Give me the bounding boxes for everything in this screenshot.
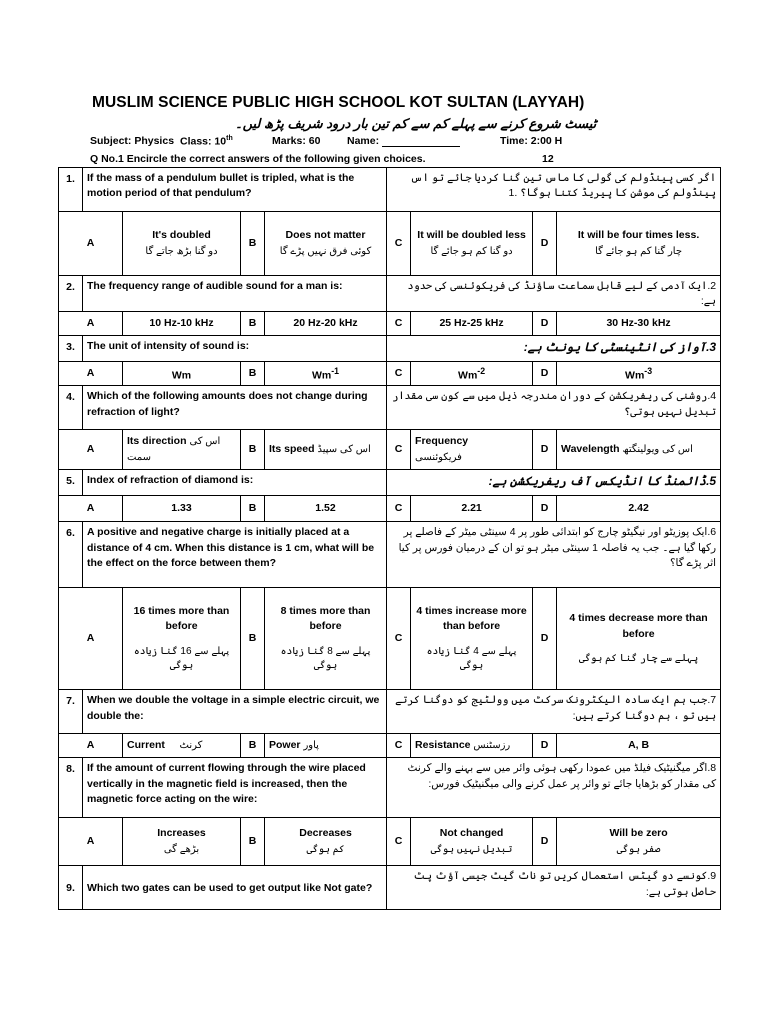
class-label bbox=[180, 135, 233, 148]
question-heading: Q No.1 Encircle the correct answers of the following given choices. bbox=[90, 153, 426, 165]
option-label[interactable]: D bbox=[533, 496, 557, 522]
option-text: 16 times more than before bbox=[133, 605, 230, 633]
question-text-urdu: 3.آواز کی انٹینسٹی کا یونٹ ہے: bbox=[387, 336, 721, 362]
question-text: A positive and negative charge is initially placed at a distance of 4 cm. When this distance is 1 cm, what will be the effect on the force between them? bbox=[83, 522, 387, 588]
option-text: 4 times increase more than before bbox=[416, 605, 527, 633]
option-text-urdu: اس کی سمت bbox=[127, 436, 221, 463]
option-label[interactable]: B bbox=[241, 212, 265, 276]
option-text-urdu: پہلے سے چار گنا کم ہوگی bbox=[578, 652, 699, 664]
option-text: Wm bbox=[458, 369, 478, 382]
option-text: It's doubled bbox=[152, 228, 211, 241]
option-label[interactable]: A bbox=[59, 588, 123, 690]
options-row bbox=[59, 588, 721, 690]
option-a[interactable]: 10 Hz-10 kHz bbox=[123, 312, 241, 336]
option-text: Wavelength bbox=[561, 443, 620, 456]
option-d[interactable] bbox=[557, 818, 721, 866]
question-row bbox=[59, 522, 721, 588]
option-text: Decreases bbox=[299, 827, 352, 840]
option-a[interactable]: 1.33 bbox=[123, 496, 241, 522]
option-b[interactable] bbox=[265, 588, 387, 690]
option-label[interactable]: C bbox=[387, 362, 411, 386]
option-text-urdu: دو گنا کم ہو جائے گا bbox=[430, 245, 513, 257]
question-text-urdu: 8.اگر میگنیٹیک فیلڈ میں عمودا رکھی ہوئی وائر میں سے بہنے والے کرنٹ کی مقدار کو بڑھایا جائے تو وائر پر عمل کرنے والی میگنیٹیک فورس: bbox=[387, 758, 721, 818]
question-row bbox=[59, 690, 721, 734]
urdu-instruction: ٹیسٹ شروع کرنے سے پہلے کم سے کم تین بار درود شریف پڑھ لیں۔ bbox=[235, 116, 597, 131]
marks-label: Marks: 60 bbox=[272, 135, 321, 147]
option-label[interactable]: B bbox=[241, 312, 265, 336]
option-label[interactable]: B bbox=[241, 818, 265, 866]
question-number: 6. bbox=[59, 522, 83, 588]
name-field[interactable] bbox=[347, 135, 460, 147]
option-text: Wm bbox=[171, 369, 192, 382]
option-text-urdu: دو گنا بڑھ جاتے گا bbox=[145, 245, 218, 257]
options-row bbox=[59, 312, 721, 336]
question-text-urdu: اگر کسی پینڈولم کی گولی کا ماس تین گنا کردیا جائے تو اس پینڈولم کی موشن کا پیریڈ کتنا ہوگا؟ .1 bbox=[387, 168, 721, 212]
question-row bbox=[59, 386, 721, 430]
option-text-urdu: بڑھے گی bbox=[163, 844, 200, 856]
question-text-urdu: 5.ڈائمنڈ کا انڈیکس آف ریفریکشن ہے: bbox=[387, 470, 721, 496]
option-label[interactable]: C bbox=[387, 734, 411, 758]
class-sup: th bbox=[226, 135, 233, 142]
options-row bbox=[59, 818, 721, 866]
option-d[interactable] bbox=[557, 588, 721, 690]
option-text-urdu: پہلے سے 8 گنا زیادہ ہوگی bbox=[280, 645, 371, 672]
option-label[interactable]: A bbox=[59, 312, 123, 336]
question-text-urdu: 7.جب ہم ایک سادہ الیکٹرونک سرکٹ میں وولٹیج کو دوگنا کرتے ہیں تو ، ہم دوگنا کرتے ہیں: bbox=[387, 690, 721, 734]
question-row bbox=[59, 168, 721, 212]
option-text-urdu: چار گنا کم ہو جائے گا bbox=[595, 245, 683, 257]
option-text: Its speed bbox=[269, 443, 315, 456]
question-text-urdu: 2.ایک آدمی کے لیے قابل سماعت ساؤنڈ کی فریکوئنسی کی حدود ہے: bbox=[387, 276, 721, 312]
question-row bbox=[59, 470, 721, 496]
question-text: Which of the following amounts does not change during refraction of light? bbox=[83, 386, 387, 430]
option-text: It will be four times less. bbox=[577, 228, 700, 241]
option-label[interactable]: D bbox=[533, 212, 557, 276]
option-a[interactable] bbox=[123, 362, 241, 386]
mcq-table bbox=[58, 167, 721, 910]
question-row bbox=[59, 866, 721, 910]
option-d[interactable] bbox=[557, 212, 721, 276]
option-text: Frequency bbox=[415, 435, 469, 448]
option-label[interactable]: B bbox=[241, 734, 265, 758]
question-row bbox=[59, 336, 721, 362]
question-number: 9. bbox=[59, 866, 83, 910]
option-d[interactable] bbox=[557, 362, 721, 386]
option-label[interactable]: C bbox=[387, 818, 411, 866]
question-row bbox=[59, 276, 721, 312]
question-text: The frequency range of audible sound for a man is: bbox=[83, 276, 387, 312]
question-number: 4. bbox=[59, 386, 83, 430]
option-label[interactable]: B bbox=[241, 362, 265, 386]
option-label[interactable]: C bbox=[387, 588, 411, 690]
option-c[interactable] bbox=[411, 734, 533, 758]
option-text: 4 times decrease more than before bbox=[569, 612, 708, 640]
option-d[interactable]: 30 Hz-30 kHz bbox=[557, 312, 721, 336]
option-a[interactable] bbox=[123, 734, 241, 758]
question-text: When we double the voltage in a simple electric circuit, we double the: bbox=[83, 690, 387, 734]
option-label[interactable]: A bbox=[59, 818, 123, 866]
option-text-urdu: کم ہوگی bbox=[306, 844, 345, 856]
question-row bbox=[59, 758, 721, 818]
option-label[interactable]: B bbox=[241, 496, 265, 522]
option-label[interactable]: A bbox=[59, 430, 123, 470]
option-a[interactable] bbox=[123, 212, 241, 276]
school-title: MUSLIM SCIENCE PUBLIC HIGH SCHOOL KOT SULTAN (LAYYAH) bbox=[92, 94, 585, 111]
option-label[interactable]: C bbox=[387, 312, 411, 336]
option-text-urdu: کرنٹ bbox=[179, 740, 203, 752]
option-b[interactable] bbox=[265, 734, 387, 758]
option-label[interactable]: B bbox=[241, 588, 265, 690]
option-label[interactable]: D bbox=[533, 734, 557, 758]
question-number: 3. bbox=[59, 336, 83, 362]
option-label[interactable]: A bbox=[59, 362, 123, 386]
option-c[interactable] bbox=[411, 212, 533, 276]
option-text: Its direction bbox=[127, 435, 187, 448]
option-label[interactable]: B bbox=[241, 430, 265, 470]
option-a[interactable] bbox=[123, 588, 241, 690]
option-text: Increases bbox=[157, 827, 206, 840]
option-label[interactable]: D bbox=[533, 430, 557, 470]
options-row bbox=[59, 362, 721, 386]
question-text: The unit of intensity of sound is: bbox=[83, 336, 387, 362]
option-text: Does not matter bbox=[285, 228, 366, 241]
option-text: 8 times more than before bbox=[280, 605, 371, 633]
option-text: Not changed bbox=[439, 827, 504, 840]
option-text: It will be doubled less bbox=[417, 228, 526, 241]
option-label[interactable]: D bbox=[533, 818, 557, 866]
option-label[interactable]: C bbox=[387, 496, 411, 522]
option-d[interactable]: A, B bbox=[557, 734, 721, 758]
option-b[interactable]: 1.52 bbox=[265, 496, 387, 522]
question-text: Index of refraction of diamond is: bbox=[83, 470, 387, 496]
name-blank[interactable] bbox=[382, 135, 460, 147]
options-row bbox=[59, 496, 721, 522]
question-text: Which two gates can be used to get output like Not gate? bbox=[83, 866, 387, 910]
option-c[interactable]: 2.21 bbox=[411, 496, 533, 522]
option-text-urdu: صفر ہوگی bbox=[616, 844, 661, 856]
option-label[interactable]: D bbox=[533, 312, 557, 336]
option-text-urdu: فریکوئنسی bbox=[415, 452, 462, 464]
option-b[interactable] bbox=[265, 430, 387, 470]
question-text-urdu: 9.کونسے دو گیٹس استعمال کریں تو ناٹ گیٹ جیسی آؤٹ پٹ حاصل ہوتی ہے: bbox=[387, 866, 721, 910]
option-text: Current bbox=[127, 739, 165, 752]
option-sup: -2 bbox=[477, 365, 486, 376]
question-number: 2. bbox=[59, 276, 83, 312]
question-text: If the mass of a pendulum bullet is tripled, what is the motion period of that pendulum? bbox=[83, 168, 387, 212]
question-text-urdu: 6.ایک پوزیٹو اور نیگیٹو چارج کو ابتدائی طور پر 4 سینٹی میٹر کے فاصلے پر رکھا گیا ہے۔ جب یہ فاصلہ 1 سینٹی میٹر ہو تو ان کے درمیان فورس پر کیا اثر پڑے گا؟ bbox=[387, 522, 721, 588]
option-sup: -1 bbox=[331, 365, 340, 376]
question-number: 8. bbox=[59, 758, 83, 818]
option-text: Wm bbox=[625, 369, 645, 382]
question-number: 5. bbox=[59, 470, 83, 496]
option-c[interactable] bbox=[411, 362, 533, 386]
option-text-urdu: پاور bbox=[303, 740, 319, 752]
option-label[interactable]: C bbox=[387, 212, 411, 276]
option-text-urdu: رزسٹنس bbox=[473, 740, 511, 752]
option-text-urdu: کوئی فرق نہیں پڑے گا bbox=[279, 245, 372, 257]
option-text-urdu: پہلے سے 4 گنا زیادہ ہوگی bbox=[426, 645, 517, 672]
option-c[interactable] bbox=[411, 430, 533, 470]
option-b[interactable] bbox=[265, 212, 387, 276]
option-d[interactable]: 2.42 bbox=[557, 496, 721, 522]
option-label[interactable]: D bbox=[533, 362, 557, 386]
option-text: Wm bbox=[312, 369, 332, 382]
option-a[interactable] bbox=[123, 430, 241, 470]
question-text: If the amount of current flowing through the wire placed vertically in the magnetic field is increased, then the magnetic force acting on the wire: bbox=[83, 758, 387, 818]
option-c[interactable] bbox=[411, 818, 533, 866]
option-text: Will be zero bbox=[609, 827, 668, 840]
class-text: Class: 10 bbox=[180, 135, 227, 148]
name-label: Name: bbox=[347, 135, 380, 147]
option-text: Resistance bbox=[415, 739, 471, 752]
option-b[interactable]: 20 Hz-20 kHz bbox=[265, 312, 387, 336]
option-label[interactable]: C bbox=[387, 430, 411, 470]
option-a[interactable] bbox=[123, 818, 241, 866]
option-label[interactable]: A bbox=[59, 496, 123, 522]
question-text-urdu: 4.روشنی کی ریفریکشن کے دوران مندرجہ ذیل میں سے کون سی مقدار تبدیل نہیں ہوتی؟ bbox=[387, 386, 721, 430]
option-d[interactable] bbox=[557, 430, 721, 470]
subject-label: Subject: Physics bbox=[90, 135, 175, 147]
option-text-urdu: پہلے سے 16 گنا زیادہ ہوگی bbox=[133, 645, 230, 672]
options-row bbox=[59, 734, 721, 758]
question-marks: 12 bbox=[542, 153, 554, 165]
option-text-urdu: تبدیل نہیں ہوگی bbox=[430, 844, 513, 856]
question-number: 7. bbox=[59, 690, 83, 734]
option-text-urdu: اس کی سپیڈ bbox=[317, 444, 371, 456]
options-row bbox=[59, 430, 721, 470]
question-number: 1. bbox=[59, 168, 83, 212]
option-text-urdu: اس کی ویولینگتھ bbox=[622, 444, 693, 456]
option-label[interactable]: A bbox=[59, 212, 123, 276]
option-c[interactable]: 25 Hz-25 kHz bbox=[411, 312, 533, 336]
options-row bbox=[59, 212, 721, 276]
option-label[interactable]: D bbox=[533, 588, 557, 690]
option-label[interactable]: A bbox=[59, 734, 123, 758]
option-b[interactable] bbox=[265, 362, 387, 386]
option-sup: -3 bbox=[644, 365, 653, 376]
option-b[interactable] bbox=[265, 818, 387, 866]
option-text: Power bbox=[269, 739, 301, 752]
option-c[interactable] bbox=[411, 588, 533, 690]
time-label: Time: 2:00 H bbox=[500, 135, 563, 147]
